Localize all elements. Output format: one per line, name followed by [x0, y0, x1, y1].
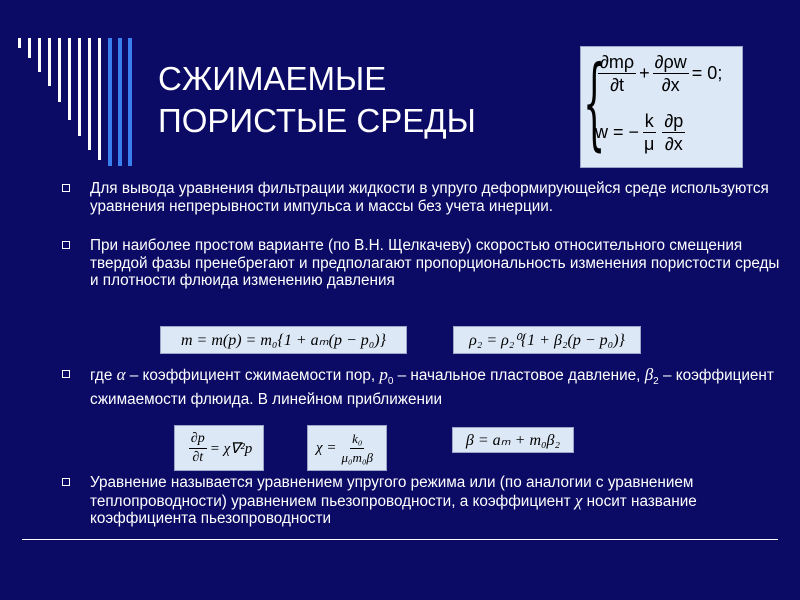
p-symbol: p — [379, 365, 388, 384]
subscript: 2 — [653, 376, 659, 388]
frac-denominator: ∂t — [192, 449, 204, 465]
equation-chi — [307, 425, 387, 471]
slide-title — [158, 58, 538, 142]
equation-heat — [174, 425, 264, 471]
chi-equals: χ = — [316, 439, 337, 456]
subscript: 0 — [387, 376, 394, 388]
plus-sign: + — [639, 63, 650, 83]
frac-numerator: ∂p — [189, 430, 207, 449]
frac-numerator: ∂p — [664, 111, 684, 131]
frac-denominator: ∂x — [664, 134, 683, 154]
alpha-symbol: α — [116, 365, 126, 384]
bullet-text-1: Для вывода уравнения фильтрации жидкости в упруго деформирующейся среде используются уравнения непрерывности импульса и массы без учета инерции. — [90, 180, 769, 215]
bullet-marker-3 — [62, 370, 70, 378]
frac-denominator: ∂t — [610, 75, 625, 95]
text-segment: где — [90, 367, 117, 384]
equation-density: ρ₂ = ρ₂⁰{1 + β₂(p − p₀)} — [453, 326, 641, 354]
frac-numerator: ∂mρ — [600, 52, 635, 72]
frac-denominator: ∂x — [661, 75, 680, 95]
frac-numerator: k₀ — [350, 430, 364, 449]
frac-denominator: μ₀m₀β — [341, 449, 373, 465]
title-line-2: ПОРИСТЫЕ СРЕДЫ — [158, 102, 476, 139]
bullet-text-2: При наиболее простом варианте (по В.Н. Щелкачеву) скоростью относительного смещения твердой фазы пренебрегают и предполагают пропорциональность изменения пористости среды и плотности флюида изменению давления — [90, 237, 780, 289]
w-equals: w = − — [595, 122, 640, 142]
equals-zero: = 0; — [691, 63, 723, 83]
text-segment: Уравнение называется уравнением упругого режима или (по аналогии с уравнением теплопроводности) уравнением пьезопроводности, а коэффициент — [90, 474, 694, 510]
equation-beta: β = aₘ + m₀β₂ — [452, 427, 574, 453]
text-segment: – начальное пластовое давление, — [393, 367, 645, 384]
bullet-marker-4 — [62, 478, 70, 486]
frac-denominator: μ — [644, 134, 655, 154]
equation-porosity: m = m(p) = m₀{1 + aₘ(p − p₀)} — [160, 326, 407, 354]
text-segment: – коэффициент сжимаемости флюида. В линейном приближении — [90, 367, 774, 408]
brace-symbol: { — [583, 46, 606, 161]
decorative-stripes — [0, 38, 140, 168]
text-segment: носит название коэффициента пьезопроводности — [90, 492, 697, 527]
chi-symbol: χ — [574, 490, 583, 510]
system-row-2 — [595, 110, 688, 155]
bullet-text-4 — [90, 474, 780, 528]
frac-numerator: k — [644, 111, 654, 131]
system-row-1 — [595, 51, 722, 96]
equation-rhs: = χ∇²p — [209, 440, 253, 457]
bullet-marker-2 — [62, 241, 70, 249]
bullet-marker-1 — [62, 184, 70, 192]
beta-symbol: β — [644, 365, 654, 384]
bullet-text-3 — [90, 366, 780, 408]
text-segment: – коэффициент сжимаемости пор, — [125, 367, 380, 384]
bottom-divider — [22, 539, 778, 540]
title-line-1: СЖИМАЕМЫЕ — [158, 60, 387, 97]
equation-system-box — [580, 46, 743, 168]
frac-numerator: ∂ρw — [654, 52, 687, 72]
